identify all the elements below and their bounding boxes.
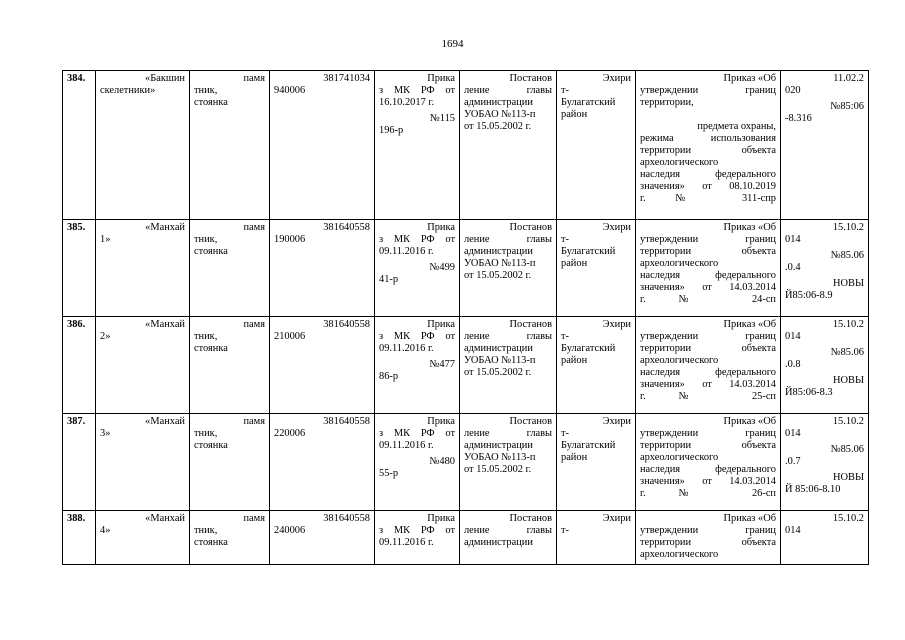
- resolution-cell: [460, 414, 557, 511]
- cadastral-cell: [781, 71, 869, 220]
- reg-line: 220006: [274, 428, 306, 439]
- post-line: ление главы: [464, 234, 552, 245]
- ministry-order-cell: [375, 71, 460, 220]
- table-row: [63, 71, 869, 220]
- type-line: стоянка: [194, 343, 228, 354]
- registry-number-cell: [270, 71, 375, 220]
- order-line: наследия федерального: [640, 169, 776, 180]
- registry-number-cell: [270, 317, 375, 414]
- mk-line: Прика: [427, 319, 455, 330]
- post-line: администрации: [464, 246, 533, 257]
- name-line: 1»: [100, 234, 111, 245]
- type-line: памя: [243, 73, 265, 84]
- loc-line: Эхири: [602, 319, 631, 330]
- order-line: территории объекта: [640, 537, 776, 548]
- row-number: 387.: [67, 416, 86, 427]
- location-cell: [557, 71, 636, 220]
- last-line: 020: [785, 85, 801, 96]
- type-line: тник,: [194, 428, 218, 439]
- type-line: памя: [243, 513, 265, 524]
- object-type-cell: [190, 414, 270, 511]
- last-line: .0.7: [785, 456, 801, 467]
- object-type-cell: [190, 511, 270, 565]
- order-line: территории объекта: [640, 343, 776, 354]
- location-cell: [557, 220, 636, 317]
- name-line: «Манхай: [145, 319, 185, 330]
- loc-line: Эхири: [602, 222, 631, 233]
- order-line: г. № 311-спр: [640, 193, 776, 204]
- order-line: Приказ «Об: [723, 73, 776, 84]
- order-line: г. № 25-сп: [640, 391, 776, 402]
- loc-line: Булагатский: [561, 343, 616, 354]
- order-line: территории объекта: [640, 145, 776, 156]
- loc-line: район: [561, 452, 588, 463]
- loc-line: район: [561, 355, 588, 366]
- name-line: «Манхай: [145, 416, 185, 427]
- mk-line: №115: [429, 113, 455, 124]
- loc-line: т-: [561, 525, 570, 536]
- order-line: археологического: [640, 452, 719, 463]
- loc-line: т-: [561, 85, 570, 96]
- post-line: от 15.05.2002 г.: [464, 270, 532, 281]
- page-number: 1694: [441, 38, 464, 50]
- type-line: памя: [243, 222, 265, 233]
- post-line: УОБАО №113-п: [464, 355, 536, 366]
- post-line: УОБАО №113-п: [464, 452, 536, 463]
- location-cell: [557, 317, 636, 414]
- post-line: от 15.05.2002 г.: [464, 367, 532, 378]
- cadastral-cell: [781, 220, 869, 317]
- row-number-cell: [63, 71, 96, 220]
- loc-line: т-: [561, 234, 570, 245]
- post-line: УОБАО №113-п: [464, 258, 536, 269]
- order-line: Приказ «Об: [723, 319, 776, 330]
- last-line: №85.06: [830, 250, 864, 261]
- name-line: 2»: [100, 331, 111, 342]
- mk-line: №477: [429, 359, 455, 370]
- order-line: режима использования: [640, 133, 776, 144]
- order-line: предмета охраны,: [697, 121, 776, 132]
- cadastral-cell: [781, 317, 869, 414]
- order-line: Приказ «Об: [723, 513, 776, 524]
- loc-line: т-: [561, 428, 570, 439]
- loc-line: Эхири: [602, 513, 631, 524]
- type-line: стоянка: [194, 246, 228, 257]
- boundaries-order-cell: [636, 71, 781, 220]
- post-line: ление главы: [464, 428, 552, 439]
- order-line: археологического: [640, 157, 719, 168]
- mk-line: 196-р: [379, 125, 404, 136]
- table-row: [63, 414, 869, 511]
- order-line: археологического: [640, 355, 719, 366]
- type-line: тник,: [194, 85, 218, 96]
- mk-line: з МК РФ от: [379, 525, 455, 536]
- post-line: Постанов: [509, 513, 552, 524]
- object-name-cell: [96, 317, 190, 414]
- mk-line: з МК РФ от: [379, 85, 455, 96]
- post-line: администрации: [464, 537, 533, 548]
- row-number: 388.: [67, 513, 86, 524]
- reg-line: 381640558: [323, 222, 370, 233]
- ministry-order-cell: [375, 220, 460, 317]
- loc-line: Эхири: [602, 416, 631, 427]
- last-line: 11.02.2: [833, 73, 864, 84]
- cadastral-cell: [781, 414, 869, 511]
- order-line: значения» от 14.03.2014: [640, 282, 776, 293]
- post-line: администрации: [464, 440, 533, 451]
- last-line: Й85:06-8.3: [785, 387, 833, 398]
- table-row: [63, 317, 869, 414]
- reg-line: 240006: [274, 525, 306, 536]
- mk-line: 09.11.2016 г.: [379, 343, 434, 354]
- last-line: НОВЫ: [833, 375, 864, 386]
- reg-line: 381640558: [323, 416, 370, 427]
- loc-line: Булагатский: [561, 440, 616, 451]
- last-line: Й 85:06-8.10: [785, 484, 841, 495]
- boundaries-order-cell: [636, 317, 781, 414]
- type-line: памя: [243, 319, 265, 330]
- post-line: ление главы: [464, 331, 552, 342]
- row-number: 384.: [67, 73, 86, 84]
- type-line: тник,: [194, 525, 218, 536]
- mk-line: 09.11.2016 г.: [379, 537, 434, 548]
- type-line: стоянка: [194, 440, 228, 451]
- mk-line: Прика: [427, 513, 455, 524]
- post-line: ление главы: [464, 85, 552, 96]
- order-line: утверждении границ: [640, 525, 776, 536]
- post-line: УОБАО №113-п: [464, 109, 536, 120]
- reg-line: 381640558: [323, 319, 370, 330]
- loc-line: Булагатский: [561, 97, 616, 108]
- last-line: 014: [785, 331, 801, 342]
- order-line: Приказ «Об: [723, 222, 776, 233]
- resolution-cell: [460, 317, 557, 414]
- row-number-cell: [63, 414, 96, 511]
- type-line: тник,: [194, 331, 218, 342]
- reg-line: 210006: [274, 331, 306, 342]
- type-line: тник,: [194, 234, 218, 245]
- object-name-cell: [96, 414, 190, 511]
- order-line: [640, 109, 776, 121]
- mk-line: Прика: [427, 222, 455, 233]
- object-type-cell: [190, 317, 270, 414]
- name-line: «Манхай: [145, 513, 185, 524]
- registry-number-cell: [270, 220, 375, 317]
- order-line: наследия федерального: [640, 270, 776, 281]
- object-type-cell: [190, 220, 270, 317]
- ministry-order-cell: [375, 414, 460, 511]
- mk-line: з МК РФ от: [379, 428, 455, 439]
- order-line: наследия федерального: [640, 367, 776, 378]
- order-line: наследия федерального: [640, 464, 776, 475]
- loc-line: Булагатский: [561, 246, 616, 257]
- post-line: Постанов: [509, 73, 552, 84]
- order-line: значения» от 14.03.2014: [640, 379, 776, 390]
- table-row: [63, 220, 869, 317]
- last-line: .0.8: [785, 359, 801, 370]
- order-line: утверждении границ: [640, 428, 776, 439]
- mk-line: №499: [429, 262, 455, 273]
- heritage-register-table: [62, 70, 869, 565]
- location-cell: [557, 414, 636, 511]
- last-line: 014: [785, 234, 801, 245]
- mk-line: 16.10.2017 г.: [379, 97, 435, 108]
- post-line: Постанов: [509, 222, 552, 233]
- post-line: администрации: [464, 343, 533, 354]
- loc-line: район: [561, 258, 588, 269]
- row-number: 385.: [67, 222, 86, 233]
- order-line: г. № 24-сп: [640, 294, 776, 305]
- loc-line: район: [561, 109, 588, 120]
- loc-line: Эхири: [602, 73, 631, 84]
- last-line: НОВЫ: [833, 472, 864, 483]
- mk-line: 55-р: [379, 468, 399, 479]
- reg-line: 381640558: [323, 513, 370, 524]
- name-line: 4»: [100, 525, 111, 536]
- ministry-order-cell: [375, 317, 460, 414]
- last-line: 014: [785, 428, 801, 439]
- last-line: -8.316: [785, 113, 812, 124]
- post-line: администрации: [464, 97, 533, 108]
- post-line: Постанов: [509, 416, 552, 427]
- object-name-cell: [96, 511, 190, 565]
- last-line: №85.06: [830, 444, 864, 455]
- last-line: 014: [785, 525, 801, 536]
- post-line: Постанов: [509, 319, 552, 330]
- row-number-cell: [63, 220, 96, 317]
- order-line: г. № 26-сп: [640, 488, 776, 499]
- last-line: 15.10.2: [832, 319, 864, 330]
- table-row: [63, 511, 869, 565]
- name-line: 3»: [100, 428, 111, 439]
- type-line: стоянка: [194, 97, 228, 108]
- order-line: археологического: [640, 549, 719, 560]
- registry-number-cell: [270, 414, 375, 511]
- last-line: Й85:06-8.9: [785, 290, 833, 301]
- mk-line: з МК РФ от: [379, 234, 455, 245]
- post-line: от 15.05.2002 г.: [464, 464, 532, 475]
- mk-line: 09.11.2016 г.: [379, 440, 434, 451]
- object-type-cell: [190, 71, 270, 220]
- reg-line: 381741034: [323, 73, 370, 84]
- order-line: Приказ «Об: [723, 416, 776, 427]
- mk-line: з МК РФ от: [379, 331, 455, 342]
- last-line: 15.10.2: [832, 222, 864, 233]
- reg-line: 940006: [274, 85, 306, 96]
- row-number-cell: [63, 511, 96, 565]
- last-line: 15.10.2: [832, 513, 864, 524]
- resolution-cell: [460, 220, 557, 317]
- order-line: археологического: [640, 258, 719, 269]
- name-line: скелетники»: [100, 85, 156, 96]
- mk-line: Прика: [427, 416, 455, 427]
- cadastral-cell: [781, 511, 869, 565]
- resolution-cell: [460, 511, 557, 565]
- boundaries-order-cell: [636, 511, 781, 565]
- mk-line: 86-р: [379, 371, 399, 382]
- name-line: «Манхай: [145, 222, 185, 233]
- order-line: территории,: [640, 97, 694, 108]
- row-number-cell: [63, 317, 96, 414]
- ministry-order-cell: [375, 511, 460, 565]
- order-line: утверждении границ: [640, 331, 776, 342]
- last-line: 15.10.2: [832, 416, 864, 427]
- object-name-cell: [96, 71, 190, 220]
- post-line: от 15.05.2002 г.: [464, 121, 532, 132]
- last-line: №85:06: [830, 101, 864, 112]
- row-number: 386.: [67, 319, 86, 330]
- last-line: .0.4: [785, 262, 801, 273]
- reg-line: 190006: [274, 234, 306, 245]
- order-line: значения» от 14.03.2014: [640, 476, 776, 487]
- location-cell: [557, 511, 636, 565]
- post-line: ление главы: [464, 525, 552, 536]
- registry-number-cell: [270, 511, 375, 565]
- mk-line: 41-р: [379, 274, 399, 285]
- last-line: НОВЫ: [833, 278, 864, 289]
- last-line: №85.06: [830, 347, 864, 358]
- object-name-cell: [96, 220, 190, 317]
- name-line: «Бакшин: [145, 73, 185, 84]
- mk-line: Прика: [427, 73, 455, 84]
- resolution-cell: [460, 71, 557, 220]
- order-line: утверждении границ: [640, 85, 776, 96]
- mk-line: №480: [429, 456, 455, 467]
- loc-line: т-: [561, 331, 570, 342]
- type-line: стоянка: [194, 537, 228, 548]
- type-line: памя: [243, 416, 265, 427]
- order-line: значения» от 08.10.2019: [640, 181, 776, 192]
- boundaries-order-cell: [636, 414, 781, 511]
- order-line: утверждении границ: [640, 234, 776, 245]
- mk-line: 09.11.2016 г.: [379, 246, 434, 257]
- order-line: территории объекта: [640, 440, 776, 451]
- order-line: территории объекта: [640, 246, 776, 257]
- boundaries-order-cell: [636, 220, 781, 317]
